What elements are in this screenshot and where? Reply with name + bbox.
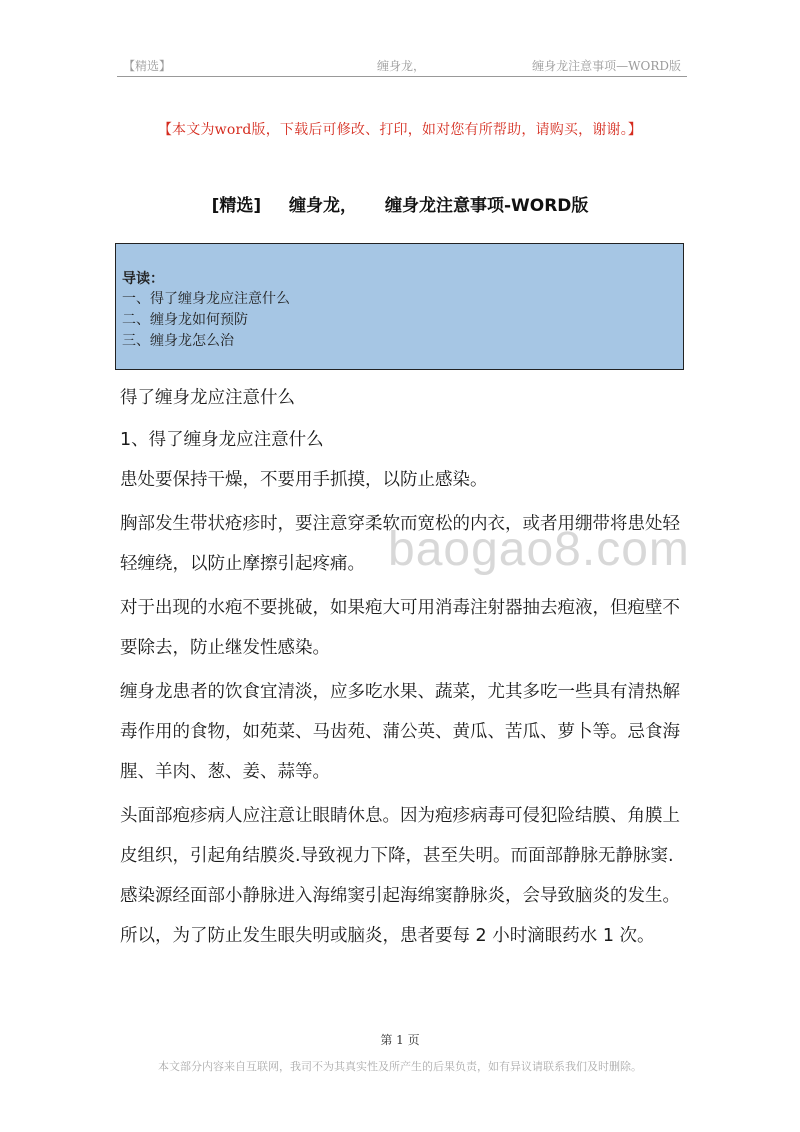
header-right-text: 缠身龙注意事项—WORD版 <box>532 59 681 73</box>
document-title <box>0 191 800 216</box>
watermark: baogao8.com <box>388 523 690 576</box>
guide-item: 三、缠身龙怎么治 <box>122 333 234 349</box>
purchase-notice: 【本文为word版，下载后可修改、打印，如对您有所帮助，请购买，谢谢。】 <box>157 122 643 138</box>
header-left-text: 【精选】 <box>123 59 172 73</box>
guide-item: 二、缠身龙如何预防 <box>122 312 248 328</box>
section-heading: 得了缠身龙应注意什么 <box>120 388 295 408</box>
document-body <box>120 378 685 956</box>
sub-heading: 1、得了缠身龙应注意什么 <box>120 430 324 450</box>
paragraph: 患处要保持干燥，不要用手抓摸，以防止感染。 <box>120 470 488 490</box>
page-header <box>117 54 687 77</box>
paragraph: 对于出现的水疱不要挑破，如果疱大可用消毒注射器抽去疱液，但疱壁不要除去，防止继发性感染。 <box>120 598 680 658</box>
guide-box <box>115 243 684 370</box>
paragraph: 头面部疱疹病人应注意让眼睛休息。因为疱疹病毒可侵犯险结膜、角膜上皮组织，引起角结膜炎.导致视力下降，甚至失明。而面部静脉无静脉窦.感染源经面部小静脉进入海绵窦引起海绵窦静脉炎，会导致脑炎的发生。所以，为了防止发生眼失明或脑炎，患者要每 2 小时滴眼药水 1 次。 <box>120 806 680 946</box>
page-number: 第 1 页 <box>380 1033 420 1047</box>
guide-item: 一、得了缠身龙应注意什么 <box>122 291 290 307</box>
title-part-3: 缠身龙注意事项-WORD版 <box>384 196 589 216</box>
header-center-text: 缠身龙， <box>377 59 426 73</box>
footer-disclaimer: 本文部分内容来自互联网，我司不为其真实性及所产生的后果负责，如有异议请联系我们及时删除。 <box>158 1060 642 1073</box>
paragraph: 胸部发生带状疮疹时，要注意穿柔软而宽松的内衣，或者用绷带将患处轻轻缠绕，以防止摩擦引起疼痛。 <box>120 514 680 574</box>
paragraph: 缠身龙患者的饮食宜清淡，应多吃水果、蔬菜，尤其多吃一些具有清热解毒作用的食物，如苑菜、马齿苑、蒲公英、黄瓜、苦瓜、萝卜等。忌食海腥、羊肉、葱、姜、蒜等。 <box>120 682 680 782</box>
title-part-1: [精选] <box>211 196 262 216</box>
guide-title: 导读： <box>122 271 164 287</box>
title-part-2: 缠身龙， <box>289 196 358 216</box>
